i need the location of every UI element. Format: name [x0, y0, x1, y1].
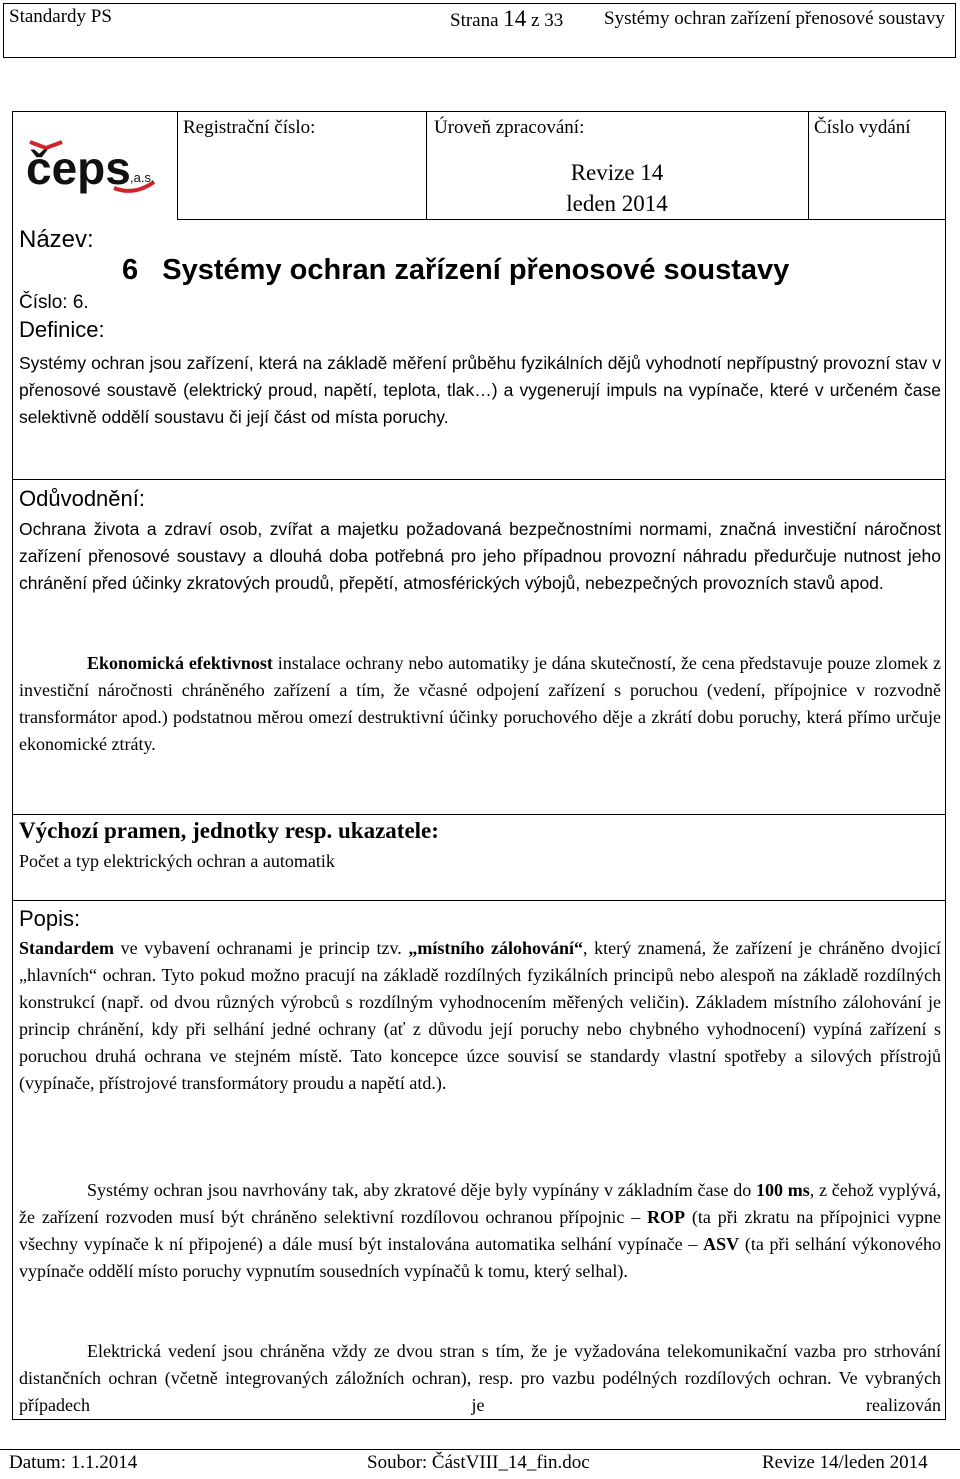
- popis-heading: Popis:: [19, 906, 81, 931]
- popis-p2-t1: Systémy ochran jsou navrhovány tak, aby zkratové děje byly vypínány v základním čase do: [87, 1180, 756, 1200]
- popis-p2-t2: , z čehož vyplývá, že zařízení rozvoden musí být chráněno selektivní rozdílovou ochranou přípojnic –: [19, 1180, 941, 1227]
- asv: ASV: [703, 1234, 740, 1254]
- header-left: Standardy PS: [9, 6, 112, 27]
- pramen-rule: [12, 900, 946, 901]
- pramen-text: Počet a typ elektrických ochran a automatik: [19, 851, 335, 871]
- time-100ms: 100 ms: [756, 1180, 810, 1200]
- page-total: 33: [544, 10, 564, 31]
- frame-left: [12, 111, 13, 1420]
- oduvodneni-p2-text: instalace ochrany nebo automatiky je dána skutečností, že cena představuje pouze zlomek z investiční náročnosti chráněného zařízení a tím, že včasné odpojení zařízení s poruchou (vedení, přípojnice v rozvodně transformátor apod.) podstatnou měrou omezí destruktivní účinky poruchového děje a zkrátí dobu poruchy, která přímo určuje ekonomické ztráty.: [19, 653, 942, 754]
- level-value-2: leden 2014: [566, 191, 668, 216]
- frame-bottom: [12, 1419, 946, 1420]
- footer-rule: [0, 1449, 960, 1450]
- header-right: Systémy ochran zařízení přenosové soustavy: [604, 8, 945, 29]
- number-label: Číslo: 6.: [19, 292, 89, 313]
- oduvodneni-text: Ochrana života a zdraví osob, zvířat a majetku požadovaná bezpečnostními normami, značná investiční náročnost zařízení přenosové soustavy a dlouhá doba potřebná pro jeho případnou provozní náhradu předurčuje nutnost jeho chránění před účinky zkratových proudů, přepětí, atmosférických výbojů, nebezpečných provozních stavů apod.: [19, 519, 941, 593]
- popis-p1: [19, 935, 941, 1097]
- level-label: Úroveň zpracování:: [434, 117, 585, 138]
- svg-text:,a.s.: ,a.s.: [130, 170, 155, 185]
- name-label: Název:: [19, 226, 94, 253]
- document-title: 6 Systémy ochran zařízení přenosové soustavy: [122, 254, 790, 286]
- footer-date: Datum: 1.1.2014: [9, 1452, 138, 1473]
- oduvodneni-p2: [19, 650, 941, 758]
- popis-p2-t4: (ta při selhání výkonového vypínače oddělí místo poruchy vypnutím sousedních vypínačů k tomu, který selhal).: [19, 1234, 941, 1281]
- footer-revision: Revize 14/leden 2014: [762, 1452, 928, 1473]
- oduvodneni-heading: Odůvodnění:: [19, 486, 145, 511]
- footer-file: Soubor: ČástVIII_14_fin.doc: [367, 1452, 590, 1473]
- def-divider: [12, 316, 13, 317]
- edition-label: Číslo vydání: [814, 117, 911, 138]
- header-page: [450, 6, 563, 32]
- info-col-1: [177, 111, 178, 219]
- info-bottom: [177, 219, 946, 220]
- page-prefix: Strana: [450, 10, 499, 31]
- info-col-3: [808, 111, 809, 219]
- frame-top: [12, 111, 946, 112]
- page-sep: z: [531, 10, 540, 31]
- standardem: Standardem: [19, 938, 115, 958]
- popis-p3: Elektrická vedení jsou chráněna vždy ze dvou stran s tím, že je vyžadována telekomunikační vazba pro strhování distančních ochran (včetně integrovaných záložních ochran), resp. pro vazbu podélných rozdílových ochran. Ve vybraných případech je realizován: [19, 1341, 941, 1415]
- frame-right: [945, 111, 946, 1420]
- definice-text: Systémy ochran jsou zařízení, která na základě měření průběhu fyzikálních dějů vyhodnotí nepřípustný provozní stav v přenosové soustavě (elektrický proud, napětí, teplota, tlak…) a vygenerují impuls na vypínače, které v určeném čase selektivně oddělí soustavu či její část od místa poruchy.: [19, 353, 941, 427]
- definice-heading: Definice:: [19, 317, 105, 342]
- ceps-logo: [26, 138, 166, 198]
- ekonomicka-efektivnost: Ekonomická efektivnost: [87, 653, 273, 673]
- svg-text:čeps: čeps: [26, 142, 131, 194]
- pramen-heading: Výchozí pramen, jednotky resp. ukazatele:: [19, 818, 439, 843]
- popis-p1-t1: ve vybavení ochranami je princip tzv.: [114, 938, 409, 958]
- popis-p1-t2: , který znamená, že zařízení je chráněno dvojicí „hlavních“ ochran. Tyto pokud možno pracují na základě rozdílných fyzikálních principů nebo alespoň na základě rozdílných konstrukcí (např. od dvou různých výrobců s rozdílným vyhodnocením měřených veličin). Základem místního zálohování je princip chránění, kdy při selhání jedné ochrany (ať z důvodu její poruchy nebo chybného vyhodnocení) vypíná zařízení s poruchou druhá ochrana ve stejném místě. Tato koncepce úzce souvisí se standardy vlastní spotřeby a silových přístrojů (vypínače, přístrojové transformátory proudu a napětí atd.).: [19, 938, 941, 1093]
- level-value-1: Revize 14: [570, 160, 664, 185]
- mistni-zalohovani: „místního zálohování“: [408, 938, 584, 958]
- reg-label: Registrační číslo:: [183, 117, 316, 138]
- definice-rule: [12, 479, 946, 480]
- rop: ROP: [647, 1207, 686, 1227]
- popis-p2: [19, 1177, 941, 1285]
- popis-p2-t3: (ta při zkratu na přípojnici vypne všechny vypínače k ní připojené) a dále musí být instalována automatika selhání vypínače –: [19, 1207, 942, 1254]
- page-number: 14: [503, 6, 527, 31]
- oduvodneni-rule: [12, 814, 946, 815]
